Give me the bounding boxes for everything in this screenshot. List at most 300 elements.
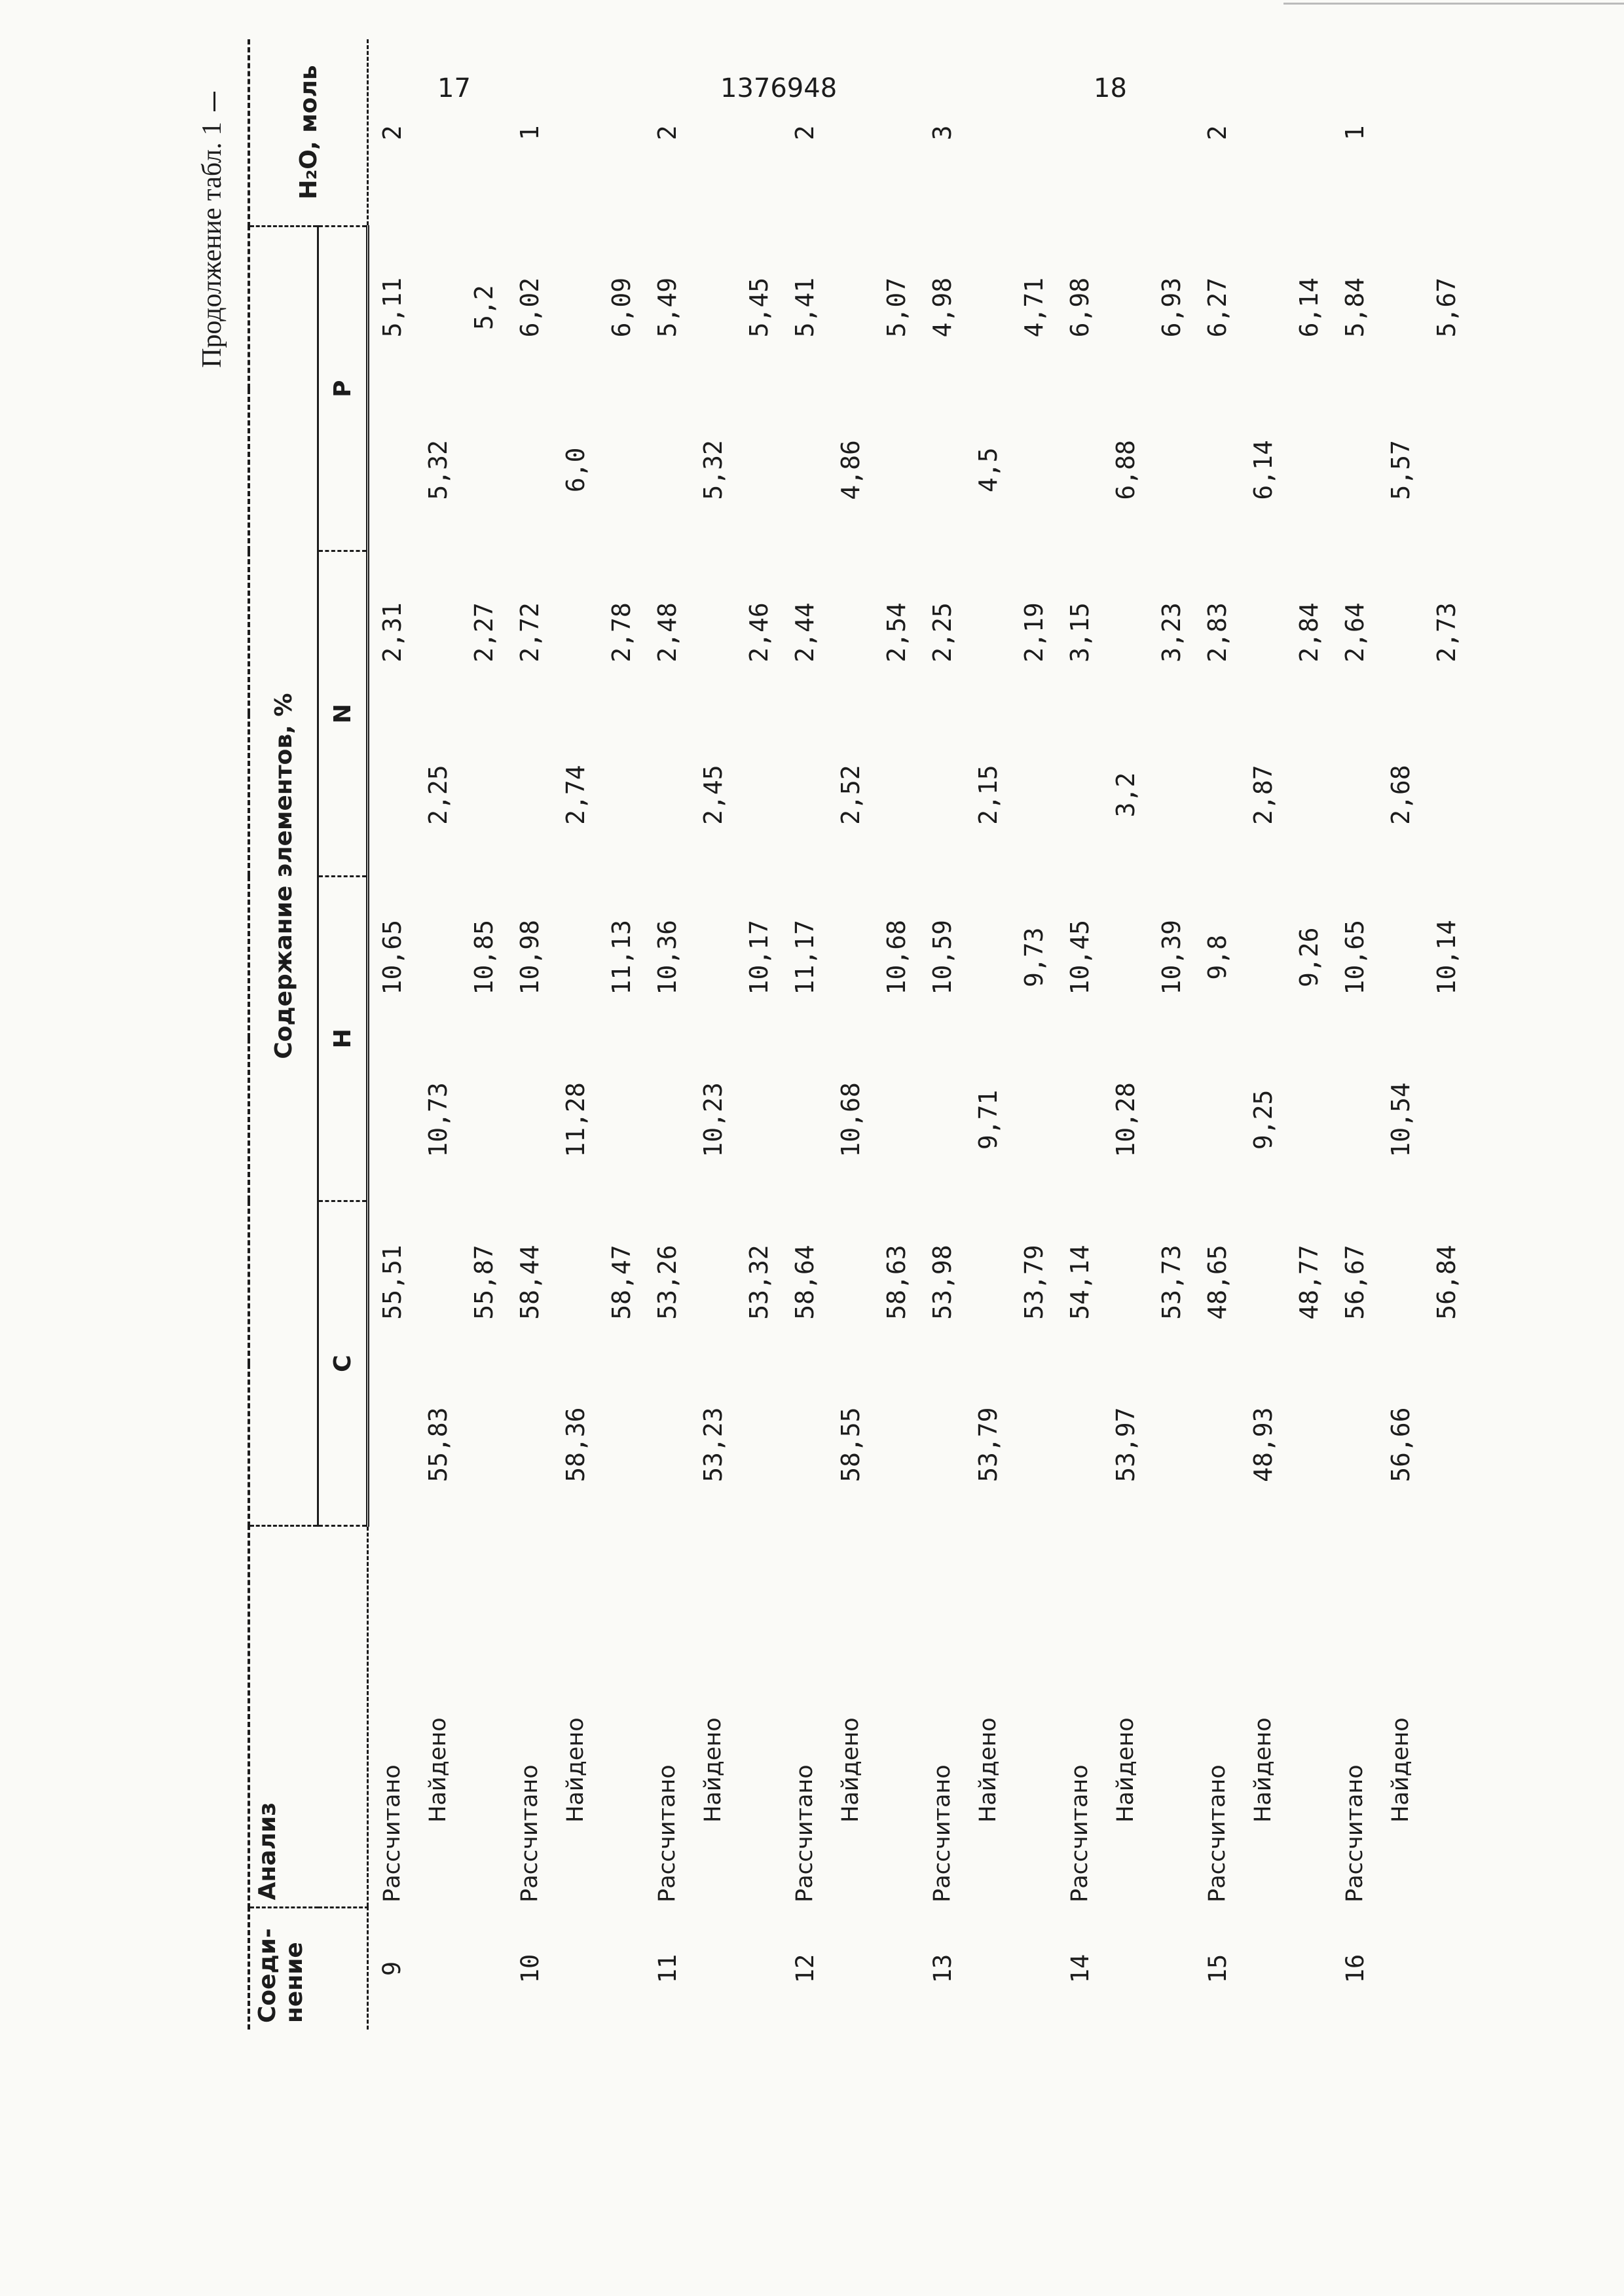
compound-cell bbox=[461, 1908, 507, 2030]
p-value-cell: 5,2 bbox=[470, 285, 498, 330]
p-spacer-cell bbox=[1194, 389, 1240, 551]
compound-cell: 11 bbox=[653, 1954, 682, 1984]
table-body bbox=[368, 39, 1470, 2030]
analysis-cell bbox=[736, 1526, 782, 1908]
c-spacer-cell bbox=[1011, 1364, 1057, 1526]
h-spacer-cell bbox=[690, 876, 736, 1038]
n-spacer-cell bbox=[1149, 714, 1194, 876]
h-spacer-cell bbox=[599, 1038, 644, 1201]
n-spacer-cell bbox=[874, 714, 919, 876]
water-cell bbox=[1240, 39, 1286, 227]
compound-cell bbox=[736, 1908, 782, 2030]
p-spacer-cell bbox=[1332, 389, 1378, 551]
h-spacer-cell bbox=[782, 1038, 828, 1201]
compound-cell: 16 bbox=[1340, 1954, 1369, 1984]
c-spacer-cell bbox=[1378, 1201, 1424, 1363]
compound-cell: 14 bbox=[1065, 1954, 1094, 1984]
table-row bbox=[736, 39, 782, 2030]
n-value-cell: 2,72 bbox=[515, 602, 544, 663]
h-spacer-cell bbox=[461, 1038, 507, 1201]
header-analysis: Анализ bbox=[249, 1526, 368, 1908]
c-value-cell: 53,26 bbox=[653, 1245, 682, 1320]
header-h: H bbox=[318, 876, 368, 1201]
h-spacer-cell bbox=[1011, 1038, 1057, 1201]
c-spacer-cell bbox=[1286, 1364, 1332, 1526]
h-value-cell: 9,71 bbox=[974, 1089, 1003, 1150]
table-row bbox=[1240, 39, 1286, 2030]
elemental-analysis-table bbox=[248, 39, 1469, 2030]
h-value-cell: 10,65 bbox=[1340, 920, 1369, 995]
n-spacer-cell bbox=[965, 551, 1011, 714]
compound-cell bbox=[1378, 1908, 1424, 2030]
p-spacer-cell bbox=[415, 227, 461, 389]
table-row bbox=[368, 39, 416, 2030]
p-value-cell: 6,98 bbox=[1065, 277, 1094, 338]
p-value-cell: 6,02 bbox=[515, 277, 544, 338]
c-spacer-cell bbox=[1424, 1364, 1469, 1526]
analysis-cell bbox=[599, 1526, 644, 1908]
table-row bbox=[461, 39, 507, 2030]
water-cell bbox=[1424, 39, 1469, 227]
p-spacer-cell bbox=[461, 389, 507, 551]
analysis-cell: Найдено bbox=[838, 1717, 864, 1823]
h-value-cell: 10,17 bbox=[745, 920, 773, 995]
h-spacer-cell bbox=[828, 876, 874, 1038]
water-cell bbox=[828, 39, 874, 227]
table-row bbox=[782, 39, 828, 2030]
c-spacer-cell bbox=[1057, 1364, 1103, 1526]
c-spacer-cell bbox=[1332, 1364, 1378, 1526]
header-c: C bbox=[318, 1201, 368, 1525]
n-spacer-cell bbox=[828, 551, 874, 714]
table-row bbox=[644, 39, 690, 2030]
water-cell bbox=[1011, 39, 1057, 227]
n-value-cell: 2,48 bbox=[653, 602, 682, 663]
p-value-cell: 5,11 bbox=[378, 277, 407, 338]
p-value-cell: 5,57 bbox=[1386, 440, 1415, 500]
p-value-cell: 6,14 bbox=[1249, 440, 1278, 500]
n-spacer-cell bbox=[1011, 714, 1057, 876]
c-spacer-cell bbox=[919, 1364, 965, 1526]
c-value-cell: 53,79 bbox=[974, 1407, 1003, 1482]
p-value-cell: 6,27 bbox=[1203, 277, 1232, 338]
p-spacer-cell bbox=[1057, 389, 1103, 551]
p-value-cell: 5,41 bbox=[790, 277, 819, 338]
c-spacer-cell bbox=[644, 1364, 690, 1526]
p-value-cell: 6,0 bbox=[561, 447, 590, 493]
c-value-cell: 55,83 bbox=[424, 1407, 452, 1482]
n-spacer-cell bbox=[507, 714, 553, 876]
n-spacer-cell bbox=[599, 714, 644, 876]
water-cell bbox=[1378, 39, 1424, 227]
c-value-cell: 58,55 bbox=[836, 1407, 865, 1482]
scan-edge-line bbox=[1283, 3, 1624, 5]
h-value-cell: 10,98 bbox=[515, 920, 544, 995]
h-spacer-cell bbox=[1332, 1038, 1378, 1201]
compound-cell bbox=[415, 1908, 461, 2030]
n-spacer-cell bbox=[1286, 714, 1332, 876]
analysis-cell bbox=[874, 1526, 919, 1908]
analysis-cell: Рассчитано bbox=[654, 1764, 680, 1903]
compound-cell bbox=[828, 1908, 874, 2030]
p-spacer-cell bbox=[1011, 389, 1057, 551]
water-cell: 2 bbox=[790, 125, 819, 141]
compound-cell: 9 bbox=[378, 1961, 406, 1977]
n-spacer-cell bbox=[736, 714, 782, 876]
n-value-cell: 2,52 bbox=[836, 765, 865, 825]
h-spacer-cell bbox=[644, 1038, 690, 1201]
analysis-cell bbox=[1286, 1526, 1332, 1908]
analysis-cell: Найдено bbox=[1388, 1717, 1414, 1823]
c-value-cell: 58,36 bbox=[561, 1407, 590, 1482]
water-cell: 2 bbox=[653, 125, 682, 141]
c-spacer-cell bbox=[965, 1201, 1011, 1363]
c-value-cell: 53,98 bbox=[928, 1245, 957, 1320]
h-spacer-cell bbox=[1194, 1038, 1240, 1201]
c-value-cell: 56,67 bbox=[1340, 1245, 1369, 1320]
water-cell bbox=[599, 39, 644, 227]
p-spacer-cell bbox=[1286, 389, 1332, 551]
h-spacer-cell bbox=[1378, 876, 1424, 1038]
c-spacer-cell bbox=[461, 1364, 507, 1526]
n-value-cell: 3,23 bbox=[1157, 602, 1186, 663]
c-value-cell: 58,63 bbox=[882, 1245, 911, 1320]
c-spacer-cell bbox=[690, 1201, 736, 1363]
c-spacer-cell bbox=[1194, 1364, 1240, 1526]
c-spacer-cell bbox=[828, 1201, 874, 1363]
analysis-cell: Найдено bbox=[425, 1717, 451, 1823]
p-spacer-cell bbox=[828, 227, 874, 389]
p-value-cell: 5,67 bbox=[1432, 277, 1461, 338]
p-value-cell: 6,09 bbox=[607, 277, 636, 338]
table-row bbox=[919, 39, 965, 2030]
compound-cell bbox=[1149, 1908, 1194, 2030]
h-spacer-cell bbox=[1240, 876, 1286, 1038]
h-value-cell: 9,25 bbox=[1249, 1089, 1278, 1150]
table-row bbox=[1011, 39, 1057, 2030]
c-value-cell: 55,87 bbox=[470, 1245, 498, 1320]
header-water: H₂O, моль bbox=[249, 39, 368, 227]
n-value-cell: 2,84 bbox=[1295, 602, 1323, 663]
compound-cell bbox=[1103, 1908, 1149, 2030]
p-value-cell: 4,98 bbox=[928, 277, 957, 338]
p-value-cell: 5,49 bbox=[653, 277, 682, 338]
p-spacer-cell bbox=[1378, 227, 1424, 389]
h-value-cell: 9,73 bbox=[1020, 927, 1048, 987]
water-cell: 1 bbox=[1340, 125, 1369, 141]
document-number: 1376948 bbox=[720, 73, 838, 103]
n-value-cell: 2,73 bbox=[1432, 602, 1461, 663]
c-spacer-cell bbox=[1103, 1201, 1149, 1363]
c-spacer-cell bbox=[736, 1364, 782, 1526]
analysis-cell: Найдено bbox=[1113, 1717, 1139, 1823]
p-value-cell: 4,71 bbox=[1020, 277, 1048, 338]
c-value-cell: 53,73 bbox=[1157, 1245, 1186, 1320]
n-value-cell: 2,54 bbox=[882, 602, 911, 663]
n-spacer-cell bbox=[1240, 551, 1286, 714]
n-value-cell: 2,68 bbox=[1386, 765, 1415, 825]
caption-dash bbox=[213, 92, 215, 111]
n-spacer-cell bbox=[553, 551, 599, 714]
h-spacer-cell bbox=[1424, 1038, 1469, 1201]
analysis-cell bbox=[461, 1526, 507, 1908]
h-value-cell: 10,39 bbox=[1157, 920, 1186, 995]
n-spacer-cell bbox=[1424, 714, 1469, 876]
p-spacer-cell bbox=[874, 389, 919, 551]
table-row bbox=[828, 39, 874, 2030]
h-spacer-cell bbox=[1103, 876, 1149, 1038]
p-spacer-cell bbox=[507, 389, 553, 551]
h-value-cell: 10,36 bbox=[653, 920, 682, 995]
table-row bbox=[1194, 39, 1240, 2030]
header-p: P bbox=[318, 227, 368, 551]
water-cell bbox=[553, 39, 599, 227]
c-value-cell: 48,93 bbox=[1249, 1407, 1278, 1482]
p-value-cell: 4,86 bbox=[836, 440, 865, 500]
table-row bbox=[965, 39, 1011, 2030]
n-value-cell: 2,25 bbox=[424, 765, 452, 825]
h-value-cell: 9,8 bbox=[1203, 934, 1232, 980]
compound-cell bbox=[965, 1908, 1011, 2030]
p-spacer-cell bbox=[1240, 227, 1286, 389]
n-spacer-cell bbox=[1378, 551, 1424, 714]
h-value-cell: 10,59 bbox=[928, 920, 957, 995]
p-spacer-cell bbox=[919, 389, 965, 551]
h-value-cell: 10,68 bbox=[882, 920, 911, 995]
n-value-cell: 3,2 bbox=[1111, 772, 1140, 818]
p-value-cell: 6,93 bbox=[1157, 277, 1186, 338]
compound-cell bbox=[874, 1908, 919, 2030]
analysis-cell: Рассчитано bbox=[517, 1764, 543, 1903]
n-value-cell: 2,46 bbox=[745, 602, 773, 663]
compound-cell: 12 bbox=[790, 1954, 819, 1984]
p-value-cell: 6,14 bbox=[1295, 277, 1323, 338]
h-value-cell: 10,54 bbox=[1386, 1082, 1415, 1157]
table-caption-text: Продолжение табл. 1 bbox=[197, 122, 227, 368]
n-spacer-cell bbox=[919, 714, 965, 876]
n-spacer-cell bbox=[415, 551, 461, 714]
analysis-cell: Рассчитано bbox=[792, 1764, 818, 1903]
compound-cell bbox=[1240, 1908, 1286, 2030]
n-spacer-cell bbox=[1103, 551, 1149, 714]
h-spacer-cell bbox=[965, 876, 1011, 1038]
page-number-left: 17 bbox=[437, 73, 471, 103]
page-number-right: 18 bbox=[1094, 73, 1127, 103]
c-spacer-cell bbox=[553, 1201, 599, 1363]
water-cell bbox=[736, 39, 782, 227]
n-value-cell: 2,87 bbox=[1249, 765, 1278, 825]
table-row bbox=[1103, 39, 1149, 2030]
h-value-cell: 10,23 bbox=[699, 1082, 728, 1157]
c-value-cell: 53,23 bbox=[699, 1407, 728, 1482]
n-value-cell: 2,44 bbox=[790, 602, 819, 663]
h-spacer-cell bbox=[415, 876, 461, 1038]
c-value-cell: 53,32 bbox=[745, 1245, 773, 1320]
n-value-cell: 2,31 bbox=[378, 602, 407, 663]
h-spacer-cell bbox=[507, 1038, 553, 1201]
water-cell: 2 bbox=[1203, 125, 1232, 141]
p-spacer-cell bbox=[553, 227, 599, 389]
header-element-content: Содержание элементов, % bbox=[249, 227, 318, 1526]
table-row bbox=[415, 39, 461, 2030]
h-spacer-cell bbox=[736, 1038, 782, 1201]
n-value-cell: 2,45 bbox=[699, 765, 728, 825]
analysis-cell: Рассчитано bbox=[378, 1764, 405, 1903]
p-value-cell: 5,32 bbox=[424, 440, 452, 500]
n-value-cell: 2,64 bbox=[1340, 602, 1369, 663]
c-value-cell: 48,65 bbox=[1203, 1245, 1232, 1320]
rotated-table-region bbox=[196, 39, 1467, 2030]
p-value-cell: 4,5 bbox=[974, 447, 1003, 493]
n-value-cell: 2,83 bbox=[1203, 602, 1232, 663]
c-value-cell: 58,47 bbox=[607, 1245, 636, 1320]
compound-cell: 13 bbox=[928, 1954, 957, 1984]
c-value-cell: 58,44 bbox=[515, 1245, 544, 1320]
h-value-cell: 9,26 bbox=[1295, 927, 1323, 987]
h-spacer-cell bbox=[553, 876, 599, 1038]
c-value-cell: 53,79 bbox=[1020, 1245, 1048, 1320]
h-spacer-cell bbox=[1057, 1038, 1103, 1201]
h-spacer-cell bbox=[1286, 1038, 1332, 1201]
n-value-cell: 2,74 bbox=[561, 765, 590, 825]
p-value-cell: 5,45 bbox=[745, 277, 773, 338]
n-spacer-cell bbox=[1057, 714, 1103, 876]
n-value-cell: 2,19 bbox=[1020, 602, 1048, 663]
table-row bbox=[599, 39, 644, 2030]
c-value-cell: 53,97 bbox=[1111, 1407, 1140, 1482]
h-value-cell: 11,13 bbox=[607, 920, 636, 995]
table-row bbox=[1332, 39, 1378, 2030]
water-cell bbox=[965, 39, 1011, 227]
table-row bbox=[553, 39, 599, 2030]
water-cell bbox=[690, 39, 736, 227]
c-spacer-cell bbox=[599, 1364, 644, 1526]
analysis-cell: Найдено bbox=[563, 1717, 589, 1823]
water-cell: 1 bbox=[515, 125, 544, 141]
n-spacer-cell bbox=[1332, 714, 1378, 876]
table-row bbox=[690, 39, 736, 2030]
water-cell bbox=[874, 39, 919, 227]
p-spacer-cell bbox=[1103, 227, 1149, 389]
analysis-cell bbox=[1424, 1526, 1469, 1908]
n-spacer-cell bbox=[782, 714, 828, 876]
compound-cell bbox=[553, 1908, 599, 2030]
c-spacer-cell bbox=[1240, 1201, 1286, 1363]
water-cell: 3 bbox=[928, 125, 957, 141]
n-value-cell: 2,15 bbox=[974, 765, 1003, 825]
p-spacer-cell bbox=[368, 389, 416, 551]
p-value-cell: 5,07 bbox=[882, 277, 911, 338]
compound-cell bbox=[1424, 1908, 1469, 2030]
table-row bbox=[1424, 39, 1469, 2030]
n-spacer-cell bbox=[368, 714, 416, 876]
water-cell bbox=[1149, 39, 1194, 227]
p-spacer-cell bbox=[690, 227, 736, 389]
p-value-cell: 5,32 bbox=[699, 440, 728, 500]
compound-cell bbox=[1286, 1908, 1332, 2030]
h-value-cell: 11,28 bbox=[561, 1082, 590, 1157]
h-value-cell: 10,45 bbox=[1065, 920, 1094, 995]
p-spacer-cell bbox=[736, 389, 782, 551]
p-spacer-cell bbox=[1424, 389, 1469, 551]
table-caption bbox=[196, 92, 228, 368]
c-spacer-cell bbox=[874, 1364, 919, 1526]
n-value-cell: 2,78 bbox=[607, 602, 636, 663]
h-value-cell: 10,73 bbox=[424, 1082, 452, 1157]
c-spacer-cell bbox=[782, 1364, 828, 1526]
water-cell bbox=[461, 39, 507, 227]
h-value-cell: 10,14 bbox=[1432, 920, 1461, 995]
n-value-cell: 3,15 bbox=[1065, 602, 1094, 663]
h-value-cell: 11,17 bbox=[790, 920, 819, 995]
n-spacer-cell bbox=[1194, 714, 1240, 876]
water-cell bbox=[1057, 39, 1103, 227]
n-value-cell: 2,27 bbox=[470, 602, 498, 663]
h-spacer-cell bbox=[1149, 1038, 1194, 1201]
water-cell bbox=[415, 39, 461, 227]
n-value-cell: 2,25 bbox=[928, 602, 957, 663]
c-spacer-cell bbox=[368, 1364, 416, 1526]
analysis-cell: Рассчитано bbox=[1204, 1764, 1230, 1903]
compound-cell: 15 bbox=[1203, 1954, 1232, 1984]
table-row bbox=[1057, 39, 1103, 2030]
c-value-cell: 48,77 bbox=[1295, 1245, 1323, 1320]
p-spacer-cell bbox=[965, 227, 1011, 389]
analysis-cell: Рассчитано bbox=[929, 1764, 955, 1903]
c-value-cell: 55,51 bbox=[378, 1245, 407, 1320]
compound-cell bbox=[690, 1908, 736, 2030]
p-value-cell: 5,84 bbox=[1340, 277, 1369, 338]
water-cell bbox=[1286, 39, 1332, 227]
c-spacer-cell bbox=[415, 1201, 461, 1363]
analysis-cell: Рассчитано bbox=[1067, 1764, 1093, 1903]
table-row bbox=[507, 39, 553, 2030]
c-value-cell: 58,64 bbox=[790, 1245, 819, 1320]
c-value-cell: 56,66 bbox=[1386, 1407, 1415, 1482]
compound-cell bbox=[599, 1908, 644, 2030]
analysis-cell bbox=[1011, 1526, 1057, 1908]
h-value-cell: 10,68 bbox=[836, 1082, 865, 1157]
analysis-cell: Найдено bbox=[1250, 1717, 1276, 1823]
water-cell bbox=[1103, 39, 1149, 227]
n-spacer-cell bbox=[644, 714, 690, 876]
c-spacer-cell bbox=[507, 1364, 553, 1526]
n-spacer-cell bbox=[461, 714, 507, 876]
table-row bbox=[874, 39, 919, 2030]
c-value-cell: 56,84 bbox=[1432, 1245, 1461, 1320]
table-row bbox=[1286, 39, 1332, 2030]
p-spacer-cell bbox=[1149, 389, 1194, 551]
analysis-cell: Найдено bbox=[700, 1717, 726, 1823]
h-value-cell: 10,28 bbox=[1111, 1082, 1140, 1157]
p-spacer-cell bbox=[782, 389, 828, 551]
analysis-cell bbox=[1149, 1526, 1194, 1908]
n-spacer-cell bbox=[690, 551, 736, 714]
p-value-cell: 6,88 bbox=[1111, 440, 1140, 500]
h-spacer-cell bbox=[919, 1038, 965, 1201]
water-cell: 2 bbox=[377, 125, 407, 141]
header-n: N bbox=[318, 551, 368, 876]
analysis-cell: Рассчитано bbox=[1342, 1764, 1368, 1903]
c-spacer-cell bbox=[1149, 1364, 1194, 1526]
table-row bbox=[1378, 39, 1424, 2030]
analysis-cell: Найдено bbox=[975, 1717, 1001, 1823]
p-spacer-cell bbox=[599, 389, 644, 551]
h-spacer-cell bbox=[874, 1038, 919, 1201]
header-compound: Соеди- нение bbox=[249, 1908, 368, 2030]
compound-cell: 10 bbox=[515, 1954, 544, 1984]
compound-cell bbox=[1011, 1908, 1057, 2030]
